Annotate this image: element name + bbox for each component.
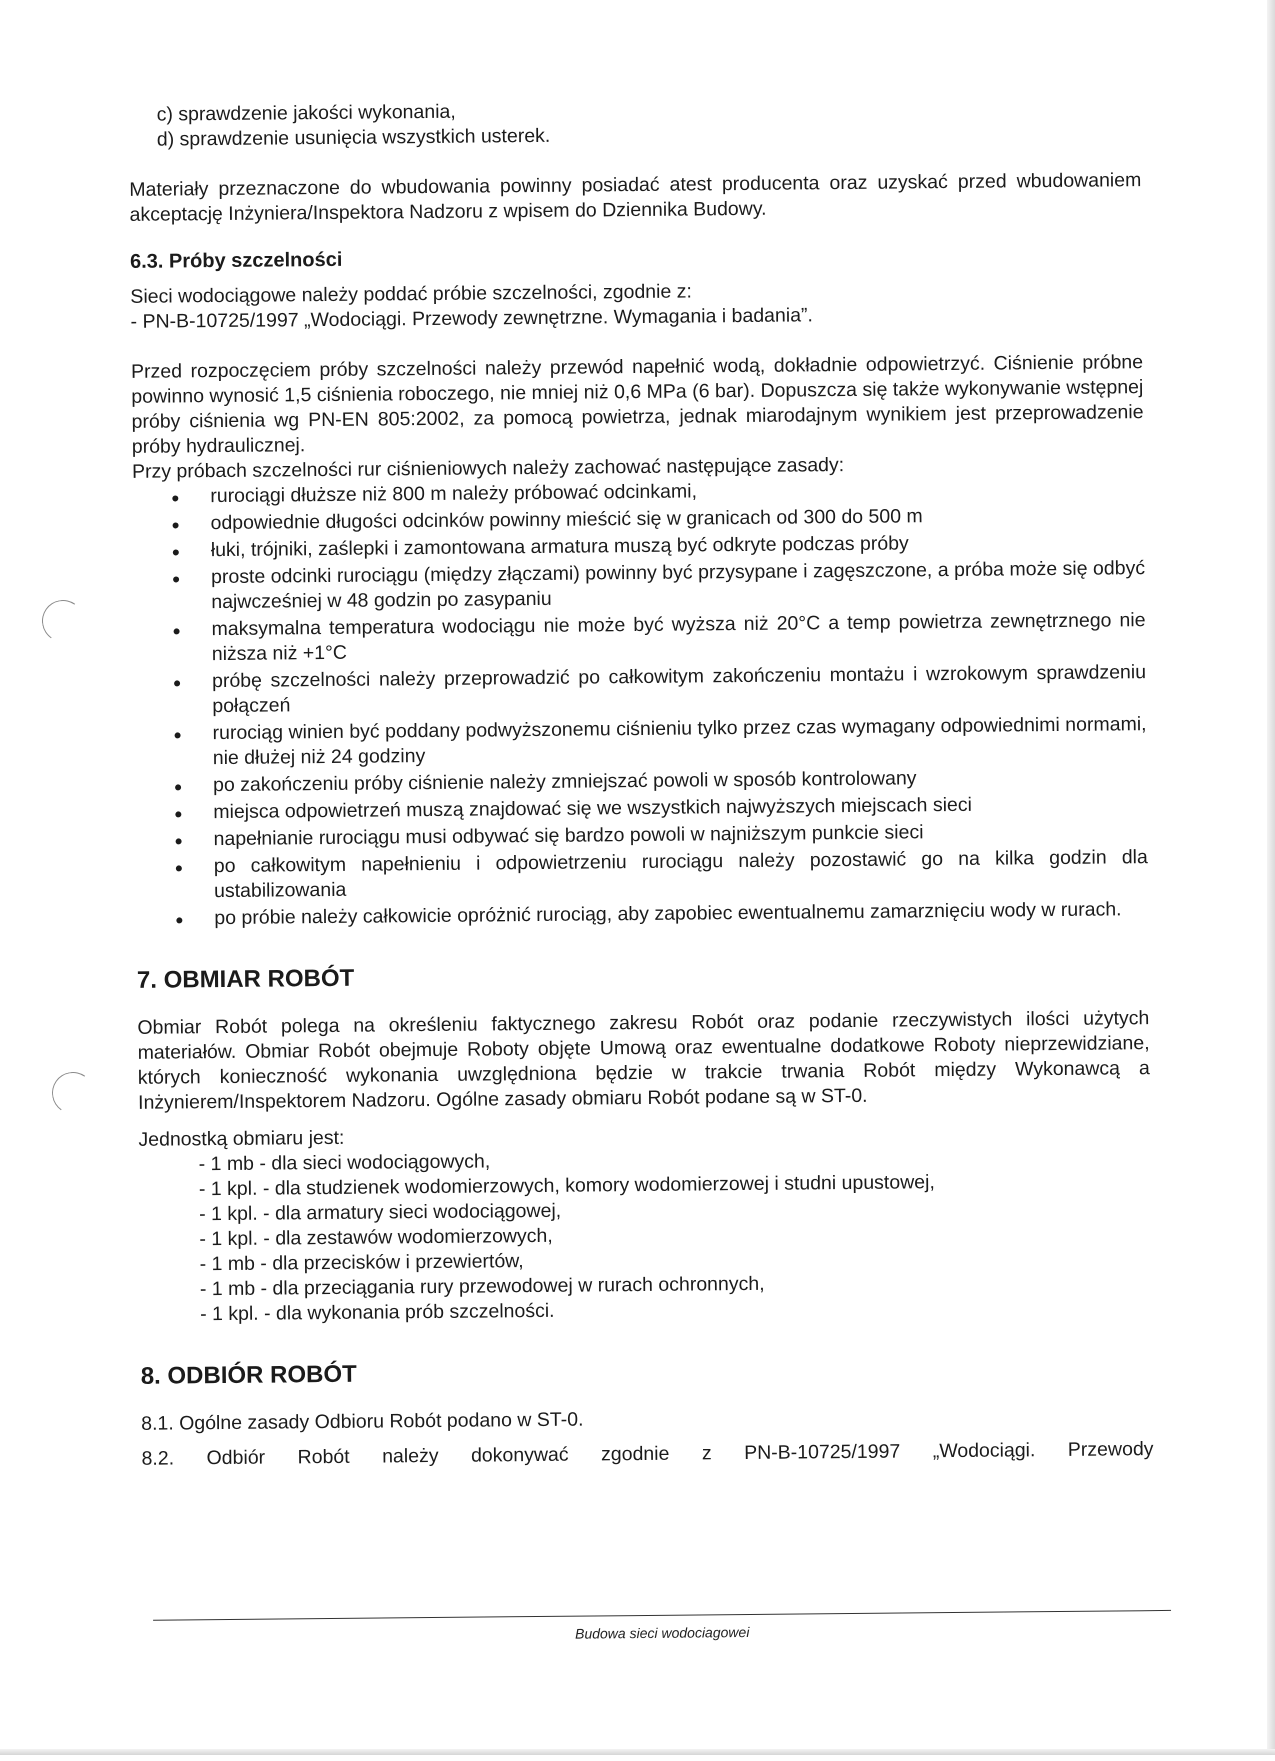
rules-intro: Przy próbach szczelności rur ciśnieniowych należy zachować następujące zasady: (131, 454, 845, 483)
bullet-icon (172, 495, 178, 501)
scan-edge-bottom (0, 1749, 1275, 1755)
list-item (134, 660, 1146, 720)
list-item-text: odpowiednie długości odcinków powinny mieścić się w granicach od 300 do 500 m (210, 505, 923, 535)
footer-divider (153, 1610, 1171, 1621)
bullet-icon (175, 811, 181, 817)
list-item (134, 712, 1146, 772)
list-item: - 1 mb - dla sieci wodociągowych, (198, 1150, 491, 1176)
list-item-text: maksymalna temperatura wodociągu nie może być wyższa niż 20°C a temp powietrza zewnętrznego nie niższa niż +1°C (211, 609, 1146, 666)
section-8-heading: 8. ODBIÓR ROBÓT (140, 1360, 357, 1390)
list-item: - 1 kpl. - dla zestawów wodomierzowych, (199, 1224, 553, 1251)
list-item-text: po zakończeniu próby ciśnienie należy zmniejszać powoli w sposób kontrolowany (212, 767, 917, 797)
page-footer: Budowa sieci wodociagowei (574, 1623, 750, 1642)
intro-list (157, 93, 1141, 152)
list-item: - 1 kpl. - dla studzienek wodomierzowych, komory wodomierzowej i studni upustowej, (198, 1171, 935, 1201)
rules-list (132, 475, 1148, 932)
section-6-3-intro: Sieci wodociągowe należy poddać próbie szczelności, zgodnie z: (130, 280, 692, 308)
list-item-text: rurociągi dłuższe niż 800 m należy próbować odcinkami, (210, 480, 698, 508)
section-6-3-paragraph: Przed rozpoczęciem próby szczelności należy przewód napełnić wodą, dokładnie odpowietrzyć. Ciśnienie próbne powinno wynosić 1,5 ciśnienia roboczego, nie mniej niż 0,6 MPa (6 bar). Dopuszcza się także wykonywanie wstępnej próby ciśnienia wg PN-EN 805:2002, za pomocą powietrza, jednak miarodajnym wynikiem jest przeprowadzenie próby hydraulicznej. (130, 351, 1144, 458)
section-6-3-heading: 6.3. Próby szczelności (129, 248, 343, 273)
list-item: - 1 mb - dla przecisków i przewiertów, (199, 1250, 524, 1276)
list-item: - 1 mb - dla przeciągania rury przewodowej w rurach ochronnych, (199, 1272, 765, 1301)
list-item: c) sprawdzenie jakości wykonania, (156, 100, 456, 126)
bullet-icon (175, 732, 181, 738)
list-item-text: proste odcinki rurociągu (między złączami) powinny być przysypane i zagęszczone, a próba może się odbyć najwcześniej w 48 godzin po zasypaniu (210, 557, 1146, 614)
list-item: - 1 kpl. - dla armatury sieci wodociągowej, (199, 1199, 562, 1226)
list-item-text: rurociąg winien być poddany podwyższonemu ciśnieniu tylko przez czas wymagany odpowiednimi normami, nie dłużej niż 24 godziny (212, 713, 1147, 770)
scan-edge-right (1267, 0, 1275, 1755)
page-body (129, 93, 1154, 1472)
bullet-icon (173, 522, 179, 528)
item-8-1: 8.1. Ogólne zasady Odbioru Robót podano w ST-0. (141, 1408, 584, 1435)
list-item-text: łuki, trójniki, zaślepki i zamontowana armatura muszą być odkryte podczas próby (210, 532, 909, 562)
list-item-text: po całkowitym napełnieniu i odpowietrzeniu rurociągu należy pozostawić go na kilka godzin dla ustabilizowania (213, 846, 1148, 903)
bullet-icon (176, 838, 182, 844)
item-8-2: 8.2. Odbiór Robót należy dokonywać zgodnie z PN-B-10725/1997 „Wodociągi. Przewody (141, 1438, 1154, 1470)
list-item-text: próbę szczelności należy przeprowadzić po całkowitym zakończeniu montażu i wzrokowym sprawdzeniu połączeń (211, 661, 1147, 718)
section-6-3-standard: - PN-B-10725/1997 „Wodociągi. Przewody zewnętrzne. Wymagania i badania”. (130, 304, 814, 333)
bullet-icon (173, 549, 179, 555)
section-7-heading: 7. OBMIAR ROBÓT (136, 964, 355, 994)
bullet-icon (174, 628, 180, 634)
bullet-icon (176, 865, 182, 871)
units-list (199, 1143, 1153, 1327)
bullet-icon (175, 784, 181, 790)
list-item-text: napełnianie rurociągu musi odbywać się bardzo powoli w najniższym punkcie sieci (213, 821, 924, 851)
list-item (133, 608, 1145, 668)
list-item: - 1 kpl. - dla wykonania prób szczelności. (200, 1299, 555, 1326)
list-item-text: miejsca odpowietrzeń muszą znajdować się we wszystkich najwyższych miejscach sieci (213, 793, 973, 824)
bullet-icon (173, 576, 179, 582)
section-7-paragraph: Obmiar Robót polega na określeniu faktycznego zakresu Robót oraz podanie rzeczywistych ilości użytych materiałów. Obmiar Robót obejmuje Roboty objęte Umową oraz ewentualne dodatkowe Roboty nieprzewidziane, których konieczność wykonania uwzględniona będzie w trakcie trwania Robót między Wykonawcą a Inżynierem/Inspektorem Nadzoru. Ogólne zasady obmiaru Robót podane są w ST-0. (137, 1007, 1150, 1114)
list-item: d) sprawdzenie usunięcia wszystkich usterek. (156, 124, 551, 151)
units-intro: Jednostką obmiaru jest: (138, 1126, 345, 1151)
list-item-text: po próbie należy całkowicie opróżnić rurociąg, aby zapobiec ewentualnemu zamarznięciu wody w rurach. (214, 898, 1122, 930)
bullet-icon (174, 680, 180, 686)
list-item (133, 556, 1145, 616)
bullet-icon (176, 917, 182, 923)
section-8-items (141, 1402, 1154, 1472)
list-item (136, 845, 1148, 905)
materials-paragraph: Materiały przeznaczone do wbudowania powinny posiadać atest producenta oraz uzyskać przed wbudowaniem akceptację Inżyniera/Inspektora Nadzoru z wpisem do Dziennika Budowy. (129, 169, 1142, 226)
